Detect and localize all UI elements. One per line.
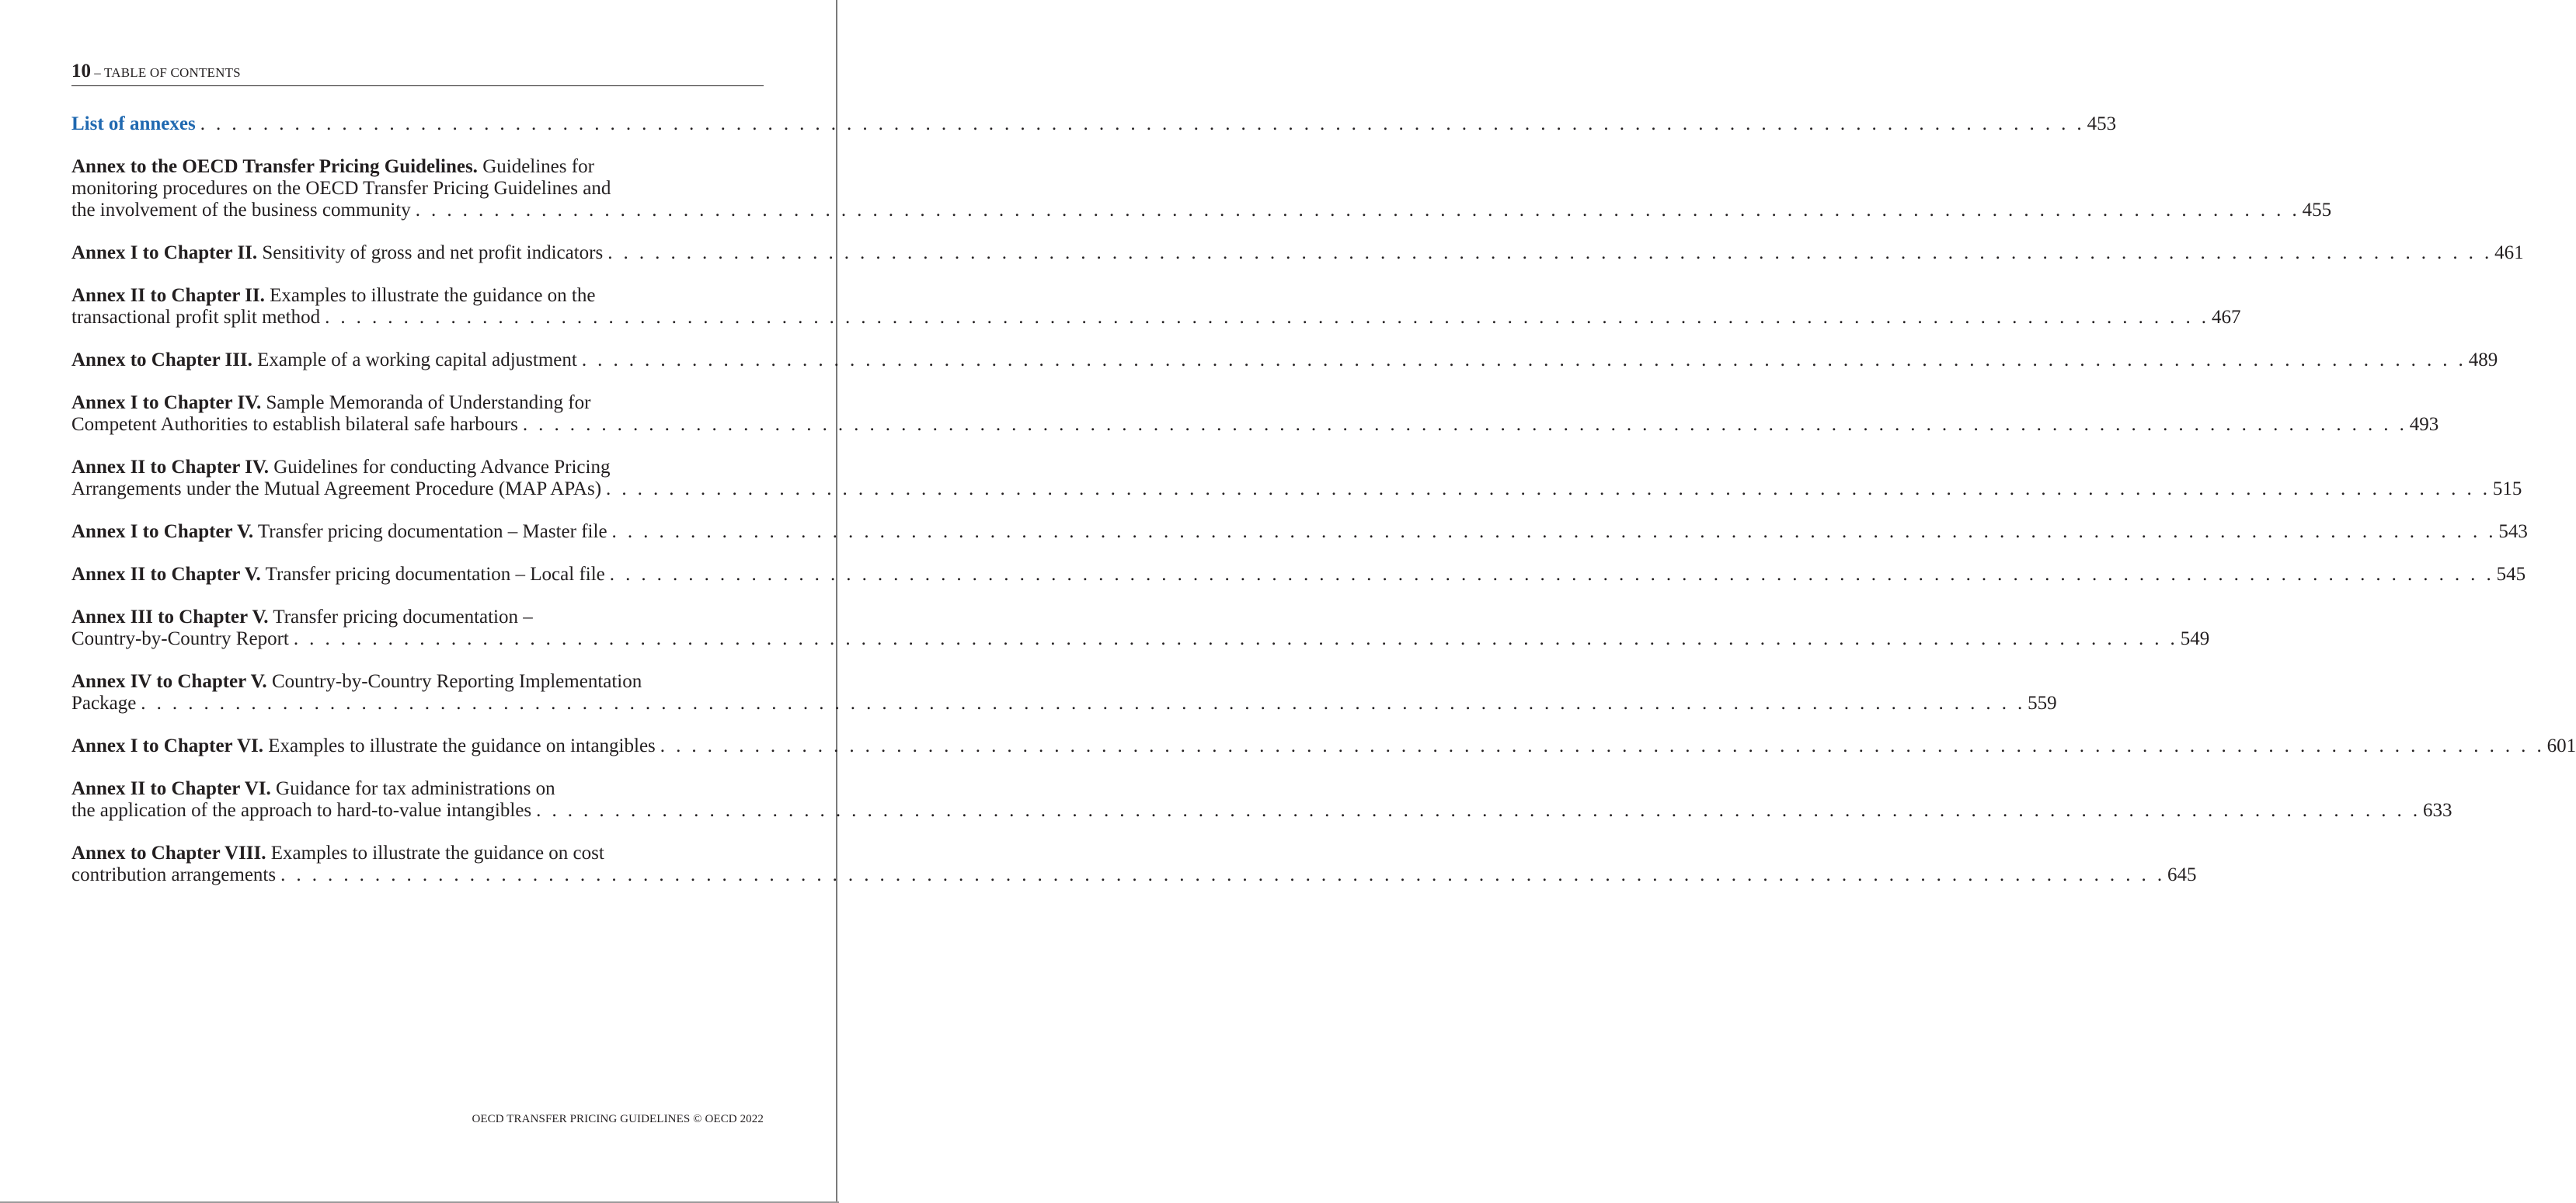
page-ref: 549 <box>2180 628 2210 649</box>
entry-text: Guidelines for <box>477 156 594 177</box>
footer-copyright: OECD TRANSFER PRICING GUIDELINES © OECD 2022 <box>472 1113 764 1125</box>
annex-label: Annex I to Chapter IV. <box>71 392 262 413</box>
annex-label: Annex IV to Chapter V. <box>71 671 267 692</box>
annex-label: Annex II to Chapter V. <box>71 564 261 585</box>
dot-leader: . . . . . . . . . . . . . . . . . . . . . . . . . . . . . . . . . . . . . . . . . . . . . . . . . . . . . . . . . . . . . . . . . . . . . . . . . . . . . . . . . . . . . . . . . . . . . . . . . . . . . . . . . . . . . . . . . . . . . . . . <box>200 113 2085 134</box>
toc-entry[interactable] <box>71 607 2210 650</box>
annex-label: Annex III to Chapter V. <box>71 607 269 628</box>
page-ref: 493 <box>2409 414 2439 435</box>
toc-entry-list-of-annexes[interactable] <box>71 113 2117 135</box>
dot-leader: . . . . . . . . . . . . . . . . . . . . . . . . . . . . . . . . . . . . . . . . . . . . . . . . . . . . . . . . . . . . . . . . . . . . . . . . . . . . . . . . . . . . . . . . . . . . . . . . . . . . . . . . . . . . . . . . . . . . . . . . <box>325 307 2209 328</box>
page-ref: 455 <box>2302 200 2332 221</box>
toc-entry[interactable] <box>71 778 2452 822</box>
list-of-annexes-page: 453 <box>2087 113 2117 134</box>
header-separator: – <box>91 65 104 80</box>
annex-entries <box>71 156 2576 886</box>
toc-entry[interactable] <box>71 156 2332 221</box>
page-ref: 467 <box>2211 307 2241 328</box>
page-ref: 633 <box>2423 800 2452 821</box>
running-header <box>71 61 764 86</box>
table-of-contents <box>71 113 2576 907</box>
entry-text: Country-by-Country Reporting Implementation <box>266 671 642 692</box>
dot-leader: . . . . . . . . . . . . . . . . . . . . . . . . . . . . . . . . . . . . . . . . . . . . . . . . . . . . . . . . . . . . . . . . . . . . . . . . . . . . . . . . . . . . . . . . . . . . . . . . . . . . . . . . . . . . . . . . . . . . . . . . <box>293 628 2178 649</box>
annex-label: Annex to Chapter III. <box>71 349 252 370</box>
entry-text: Competent Authorities to establish bilateral safe harbours <box>71 414 518 435</box>
entry-text: contribution arrangements <box>71 864 277 885</box>
toc-entry[interactable] <box>71 564 2526 586</box>
toc-entry[interactable] <box>71 457 2522 500</box>
toc-entry[interactable] <box>71 671 2057 714</box>
dot-leader: . . . . . . . . . . . . . . . . . . . . . . . . . . . . . . . . . . . . . . . . . . . . . . . . . . . . . . . . . . . . . . . . . . . . . . . . . . . . . . . . . . . . . . . . . . . . . . . . . . . . . . . . . . . . . . . . . . . . . . . . <box>611 521 2497 542</box>
entry-text: the involvement of the business community <box>71 200 411 221</box>
entry-text: Examples to illustrate the guidance on cost <box>266 843 604 864</box>
entry-text: transactional profit split method <box>71 307 321 328</box>
entry-text: Transfer pricing documentation – <box>268 607 533 628</box>
annex-label: Annex I to Chapter II. <box>71 242 258 263</box>
entry-text: Arrangements under the Mutual Agreement Procedure (MAP APAs) <box>71 478 602 499</box>
dot-leader: . . . . . . . . . . . . . . . . . . . . . . . . . . . . . . . . . . . . . . . . . . . . . . . . . . . . . . . . . . . . . . . . . . . . . . . . . . . . . . . . . . . . . . . . . . . . . . . . . . . . . . . . . . . . . . . . . . . . . . . . <box>522 414 2407 435</box>
toc-entry[interactable] <box>71 242 2524 264</box>
page-ref: 559 <box>2028 693 2057 714</box>
toc-entry[interactable] <box>71 349 2498 371</box>
annex-label: Annex II to Chapter VI. <box>71 778 271 799</box>
annex-label: Annex I to Chapter VI. <box>71 735 264 756</box>
toc-entry[interactable] <box>71 521 2528 543</box>
entry-text: Sensitivity of gross and net profit indicators <box>257 242 604 263</box>
dot-leader: . . . . . . . . . . . . . . . . . . . . . . . . . . . . . . . . . . . . . . . . . . . . . . . . . . . . . . . . . . . . . . . . . . . . . . . . . . . . . . . . . . . . . . . . . . . . . . . . . . . . . . . . . . . . . . . . . . . . . . . . <box>581 349 2466 370</box>
header-title: TABLE OF CONTENTS <box>104 65 241 80</box>
annex-label: Annex to Chapter VIII. <box>71 843 266 864</box>
entry-text: Sample Memoranda of Understanding for <box>261 392 591 413</box>
toc-entry[interactable] <box>71 735 2576 757</box>
entry-text: Country-by-Country Report <box>71 628 289 649</box>
page-edge <box>836 0 837 1203</box>
entry-text: Transfer pricing documentation – Local file <box>260 564 605 585</box>
entry-text: Examples to illustrate the guidance on intangibles <box>263 735 656 756</box>
dot-leader: . . . . . . . . . . . . . . . . . . . . . . . . . . . . . . . . . . . . . . . . . . . . . . . . . . . . . . . . . . . . . . . . . . . . . . . . . . . . . . . . . . . . . . . . . . . . . . . . . . . . . . . . . . . . . . . . . . . . . . . . <box>606 478 2491 499</box>
page-ref: 645 <box>2167 864 2197 885</box>
toc-entry[interactable] <box>71 392 2439 436</box>
page-ref: 461 <box>2494 242 2524 263</box>
page-ref: 515 <box>2492 478 2522 499</box>
annex-label: Annex II to Chapter II. <box>71 285 265 306</box>
entry-text: Guidelines for conducting Advance Pricing <box>268 457 611 478</box>
dot-leader: . . . . . . . . . . . . . . . . . . . . . . . . . . . . . . . . . . . . . . . . . . . . . . . . . . . . . . . . . . . . . . . . . . . . . . . . . . . . . . . . . . . . . . . . . . . . . . . . . . . . . . . . . . . . . . . . . . . . . . . . <box>536 800 2421 821</box>
dot-leader: . . . . . . . . . . . . . . . . . . . . . . . . . . . . . . . . . . . . . . . . . . . . . . . . . . . . . . . . . . . . . . . . . . . . . . . . . . . . . . . . . . . . . . . . . . . . . . . . . . . . . . . . . . . . . . . . . . . . . . . . <box>415 200 2300 221</box>
entry-text: Package <box>71 693 137 714</box>
entry-text: monitoring procedures on the OECD Transfer Pricing Guidelines and <box>71 178 611 199</box>
dot-leader: . . . . . . . . . . . . . . . . . . . . . . . . . . . . . . . . . . . . . . . . . . . . . . . . . . . . . . . . . . . . . . . . . . . . . . . . . . . . . . . . . . . . . . . . . . . . . . . . . . . . . . . . . . . . . . . . . . . . . . . . <box>609 564 2494 585</box>
dot-leader: . . . . . . . . . . . . . . . . . . . . . . . . . . . . . . . . . . . . . . . . . . . . . . . . . . . . . . . . . . . . . . . . . . . . . . . . . . . . . . . . . . . . . . . . . . . . . . . . . . . . . . . . . . . . . . . . . . . . . . . . <box>280 864 2165 885</box>
page-ref: 489 <box>2468 349 2498 370</box>
dot-leader: . . . . . . . . . . . . . . . . . . . . . . . . . . . . . . . . . . . . . . . . . . . . . . . . . . . . . . . . . . . . . . . . . . . . . . . . . . . . . . . . . . . . . . . . . . . . . . . . . . . . . . . . . . . . . . . . . . . . . . . . <box>141 693 2026 714</box>
page-number: 10 <box>71 61 91 82</box>
list-of-annexes-title[interactable]: List of annexes <box>71 113 196 134</box>
page-ref: 543 <box>2498 521 2528 542</box>
entry-text: Examples to illustrate the guidance on the <box>264 285 596 306</box>
annex-label: Annex I to Chapter V. <box>71 521 254 542</box>
page-ref: 601 <box>2546 735 2576 756</box>
toc-entry[interactable] <box>71 285 2241 329</box>
annex-label: Annex to the OECD Transfer Pricing Guidelines. <box>71 156 478 177</box>
entry-text: Example of a working capital adjustment <box>252 349 577 370</box>
annex-label: Annex II to Chapter IV. <box>71 457 269 478</box>
page-ref: 545 <box>2496 564 2526 585</box>
entry-text: Transfer pricing documentation – Master file <box>253 521 607 542</box>
toc-entry[interactable] <box>71 843 2197 886</box>
dot-leader: . . . . . . . . . . . . . . . . . . . . . . . . . . . . . . . . . . . . . . . . . . . . . . . . . . . . . . . . . . . . . . . . . . . . . . . . . . . . . . . . . . . . . . . . . . . . . . . . . . . . . . . . . . . . . . . . . . . . . . . . <box>660 735 2545 756</box>
dot-leader: . . . . . . . . . . . . . . . . . . . . . . . . . . . . . . . . . . . . . . . . . . . . . . . . . . . . . . . . . . . . . . . . . . . . . . . . . . . . . . . . . . . . . . . . . . . . . . . . . . . . . . . . . . . . . . . . . . . . . . . . <box>607 242 2493 263</box>
entry-text: Guidance for tax administrations on <box>270 778 555 799</box>
entry-text: the application of the approach to hard-to-value intangibles <box>71 800 532 821</box>
